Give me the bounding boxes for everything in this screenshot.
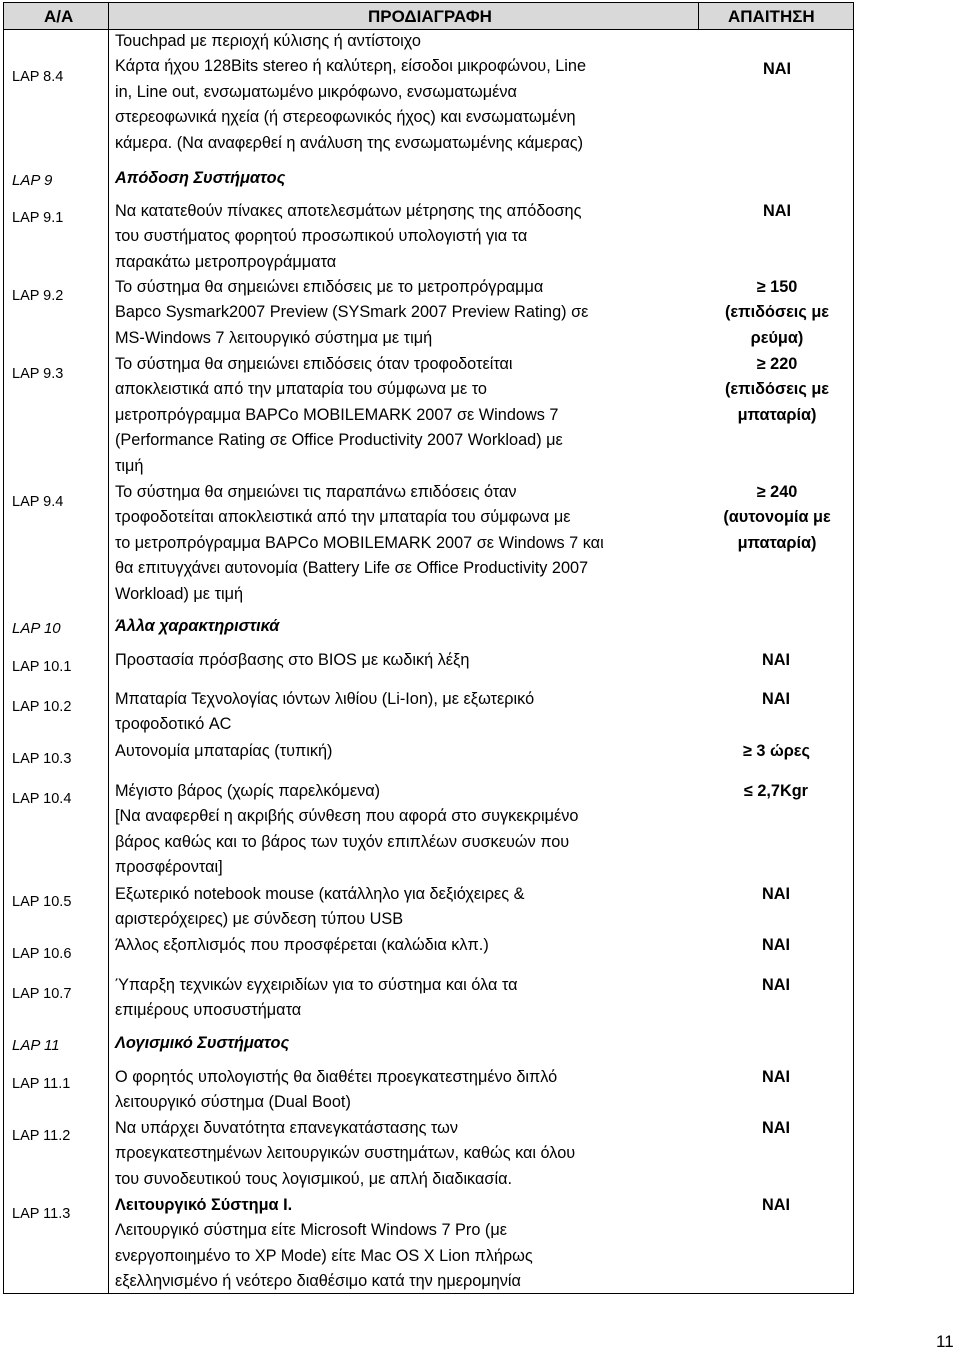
header-spec: ΠΡΟΔΙΑΓΡΑΦΗ bbox=[368, 7, 492, 26]
row-req bbox=[702, 352, 852, 428]
section-id: LAP 10 bbox=[12, 620, 61, 637]
row-spec bbox=[115, 973, 695, 1024]
spec-line: Μπαταρία Τεχνολογίας ιόντων λιθίου (Li-Ion), με εξωτερικό bbox=[115, 690, 535, 708]
row-id: LAP 10.7 bbox=[12, 986, 72, 1002]
row-spec bbox=[115, 933, 695, 958]
spec-line: MS-Windows 7 λειτουργικό σύστημα με τιμή bbox=[115, 328, 433, 347]
spec-line: επιμέρους υποσυστήματα bbox=[115, 1001, 302, 1020]
req-line: μπαταρία) bbox=[737, 533, 817, 552]
req-line: ≥ 150 bbox=[756, 278, 798, 296]
row-req: ΝΑΙ bbox=[761, 651, 790, 669]
spec-line: Λειτουργικό σύστημα είτε Microsoft Windows 7 Pro (με bbox=[115, 1221, 507, 1240]
row-spec bbox=[115, 29, 695, 156]
row-spec bbox=[115, 199, 695, 275]
row-id: LAP 8.4 bbox=[12, 69, 64, 85]
spec-line: του συστήματος φορητού προσωπικού υπολογιστή για τα bbox=[115, 227, 528, 246]
row-id: LAP 10.1 bbox=[12, 659, 72, 675]
row-spec bbox=[115, 882, 695, 933]
req-line: ≥ 240 bbox=[756, 483, 798, 501]
section-id: LAP 9 bbox=[12, 172, 53, 189]
row-spec bbox=[115, 648, 695, 673]
row-id: LAP 9.1 bbox=[12, 210, 64, 226]
row-id: LAP 11.1 bbox=[12, 1076, 71, 1092]
header-req: ΑΠΑΙΤΗΣΗ bbox=[728, 7, 815, 26]
table-header bbox=[4, 3, 853, 30]
spec-line: παρακάτω μετροπρογράμματα bbox=[115, 252, 337, 271]
row-id: LAP 11.2 bbox=[12, 1128, 71, 1144]
row-req: ΝΑΙ bbox=[761, 1196, 790, 1214]
row-spec bbox=[115, 275, 695, 351]
req-line: ≥ 220 bbox=[756, 355, 798, 373]
row-id: LAP 10.4 bbox=[12, 791, 72, 807]
row-req bbox=[702, 275, 852, 351]
spec-line: του συνοδευτικού τους λογισμικού, με απλή διαδικασία. bbox=[115, 1169, 513, 1188]
row-id: LAP 10.3 bbox=[12, 751, 72, 767]
row-id: LAP 9.2 bbox=[12, 288, 64, 304]
row-req: ΝΑΙ bbox=[761, 690, 790, 708]
spec-line: Να υπάρχει δυνατότητα επανεγκατάστασης των bbox=[115, 1119, 458, 1137]
spec-line: θα επιτυγχάνει αυτονομία (Battery Life σε Office Productivity 2007 bbox=[115, 559, 589, 578]
row-id: LAP 11.3 bbox=[12, 1206, 71, 1222]
spec-line: στερεοφωνικά ηχεία (ή στερεοφωνικός ήχος) και ενσωματωμένη bbox=[115, 108, 576, 127]
row-spec bbox=[115, 687, 695, 738]
row-id: LAP 10.5 bbox=[12, 894, 72, 910]
row-spec bbox=[115, 480, 695, 607]
req-line: (επιδόσεις με bbox=[724, 380, 830, 399]
row-req: ΝΑΙ bbox=[761, 1068, 790, 1086]
row-spec bbox=[115, 779, 695, 881]
row-id: LAP 9.4 bbox=[12, 494, 64, 510]
spec-line: Ο φορητός υπολογιστής θα διαθέτει προεγκατεστημένο διπλό bbox=[115, 1068, 558, 1086]
spec-line: ενεργοποιημένο το XP Mode) είτε Mac OS X Lion πλήρως bbox=[115, 1246, 533, 1265]
spec-line: το μετροπρόγραμμα BAPCo MOBILEMARK 2007 σε Windows 7 και bbox=[115, 533, 604, 552]
spec-line: Touchpad με περιοχή κύλισης ή αντίστοιχο bbox=[115, 32, 421, 50]
spec-line: προεγκατεστημένων λειτουργικών συστημάτων, καθώς και όλου bbox=[115, 1144, 576, 1163]
row-req: ≤ 2,7Kgr bbox=[743, 782, 808, 800]
spec-line: τιμή bbox=[115, 456, 144, 475]
row-req bbox=[702, 480, 852, 556]
spec-line: Άλλος εξοπλισμός που προσφέρεται (καλώδια κλπ.) bbox=[115, 936, 489, 954]
row-req: ΝΑΙ bbox=[761, 976, 790, 994]
req-line: μπαταρία) bbox=[737, 405, 817, 424]
section-title: Απόδοση Συστήματος bbox=[115, 169, 286, 187]
req-line: ρεύμα) bbox=[750, 328, 804, 347]
row-req: ≥ 3 ώρες bbox=[742, 742, 810, 760]
section-title: Λογισμικό Συστήματος bbox=[115, 1034, 290, 1052]
row-spec bbox=[115, 739, 695, 764]
spec-title: Λειτουργικό Σύστημα Ι. bbox=[115, 1196, 293, 1214]
spec-line: Bapco Sysmark2007 Preview (SYSmark 2007 Preview Rating) σε bbox=[115, 303, 589, 322]
row-id: LAP 10.6 bbox=[12, 946, 72, 962]
spec-line: Workload) με τιμή bbox=[115, 584, 244, 603]
spec-line: τροφοδοτείται αποκλειστικά από την μπαταρία του σύμφωνα με bbox=[115, 508, 571, 527]
row-id: LAP 9.3 bbox=[12, 366, 64, 382]
spec-line: τροφοδοτικό AC bbox=[115, 715, 232, 734]
req-line: (αυτονομία με bbox=[723, 508, 831, 527]
spec-line: λειτουργικό σύστημα (Dual Boot) bbox=[115, 1093, 351, 1112]
spec-line: Προστασία πρόσβασης στο BIOS με κωδική λέξη bbox=[115, 651, 470, 669]
row-req: ΝΑΙ bbox=[761, 885, 790, 903]
spec-line: κάμερα. (Να αναφερθεί η ανάλυση της ενσωματωμένης κάμερας) bbox=[115, 133, 584, 152]
spec-line: Εξωτερικό notebook mouse (κατάλληλο για δεξιόχειρες & bbox=[115, 885, 525, 903]
spec-line: (Performance Rating σε Office Productivity 2007 Workload) με bbox=[115, 431, 563, 450]
page-number: 11 bbox=[936, 1332, 954, 1351]
spec-line: Κάρτα ήχου 128Bits stereo ή καλύτερη, είσοδοι μικροφώνου, Line bbox=[115, 57, 587, 76]
row-spec bbox=[115, 1065, 695, 1116]
row-req: ΝΑΙ bbox=[761, 1119, 790, 1137]
section-id: LAP 11 bbox=[12, 1037, 60, 1054]
spec-line: εξελληνισμένο ή νεότερο διαθέσιμο κατά την ημερομηνία bbox=[115, 1272, 521, 1291]
spec-line: Ύπαρξη τεχνικών εγχειριδίων για το σύστημα και όλα τα bbox=[115, 976, 518, 994]
spec-line: Το σύστημα θα σημειώνει επιδόσεις με το μετροπρόγραμμα bbox=[115, 278, 544, 296]
row-req: ΝΑΙ bbox=[762, 60, 792, 78]
spec-line: Το σύστημα θα σημειώνει επιδόσεις όταν τροφοδοτείται bbox=[115, 355, 513, 373]
spec-line: Να κατατεθούν πίνακες αποτελεσμάτων μέτρησης της απόδοσης bbox=[115, 202, 582, 220]
spec-line: αποκλειστικά από την μπαταρία του σύμφωνα με το bbox=[115, 380, 487, 399]
row-req: ΝΑΙ bbox=[761, 936, 790, 954]
spec-line: βάρος καθώς και το βάρος των τυχόν επιπλέων συσκευών που bbox=[115, 832, 570, 851]
spec-line: Αυτονομία μπαταρίας (τυπική) bbox=[115, 742, 333, 760]
row-id: LAP 10.2 bbox=[12, 699, 72, 715]
spec-line: μετροπρόγραμμα BAPCo MOBILEMARK 2007 σε Windows 7 bbox=[115, 405, 559, 424]
section-title: Άλλα χαρακτηριστικά bbox=[115, 617, 280, 635]
row-spec bbox=[115, 1193, 695, 1295]
req-line: (επιδόσεις με bbox=[724, 303, 830, 322]
spec-line: αριστερόχειρες) με σύνδεση τύπου USB bbox=[115, 910, 404, 929]
column-divider bbox=[108, 3, 109, 1293]
row-spec bbox=[115, 1116, 695, 1192]
spec-line: [Να αναφερθεί η ακριβής σύνθεση που αφορά στο συγκεκριμένο bbox=[115, 807, 579, 826]
row-spec bbox=[115, 352, 695, 479]
spec-line: Το σύστημα θα σημειώνει τις παραπάνω επιδόσεις όταν bbox=[115, 483, 517, 501]
spec-line: προσφέρονται] bbox=[115, 858, 223, 877]
header-id: Α/Α bbox=[44, 7, 74, 26]
spec-line: in, Line out, ενσωματωμένο μικρόφωνο, ενσωματωμένα bbox=[115, 82, 517, 101]
spec-line: Μέγιστο βάρος (χωρίς παρελκόμενα) bbox=[115, 782, 381, 800]
row-req: ΝΑΙ bbox=[762, 202, 792, 220]
column-divider bbox=[698, 3, 699, 30]
